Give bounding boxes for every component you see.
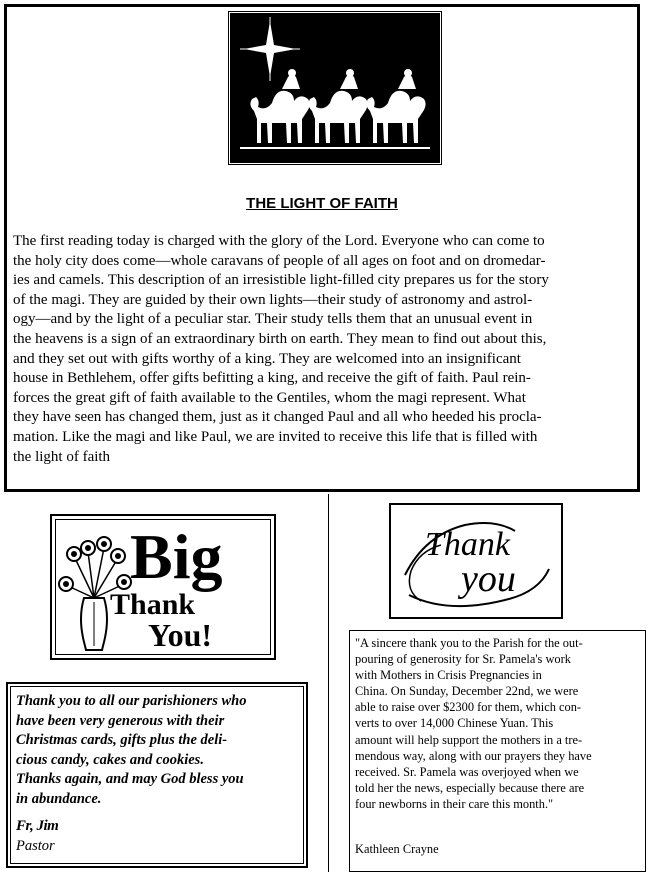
- pastor-role: Pastor: [16, 838, 55, 854]
- pastor-thank-you-note: [6, 682, 308, 868]
- quote-author: Kathleen Crayne: [355, 842, 439, 856]
- article-title: THE LIGHT OF FAITH: [246, 195, 398, 212]
- article-line: the light of faith: [13, 448, 111, 465]
- quote-line: able to raise over $2300 for them, which con-: [355, 700, 582, 715]
- quote-line: received. Sr. Pamela was overjoyed when we: [355, 764, 579, 779]
- thank-script: Thank: [425, 526, 510, 563]
- quote-text: [355, 635, 643, 812]
- three-magi-star-illustration: [230, 13, 440, 163]
- pastor-note-line: in abundance.: [16, 790, 102, 807]
- article-line: ogy—and by the light of a peculiar star. Their study tells them that an unusual event in: [13, 311, 533, 328]
- quote-line: amount will help support the mothers in a tre-: [355, 732, 583, 747]
- pastor-note-line: cious candy, cakes and cookies.: [16, 751, 204, 768]
- pastor-note-line: Christmas cards, gifts plus the deli-: [16, 732, 228, 748]
- pastor-signature: Fr, Jim: [16, 818, 59, 834]
- pastor-note-line: Thank you to all our parishioners who: [16, 693, 247, 709]
- article-line: house in Bethlehem, offer gifts befitting a king, and receive the gift of faith. Paul rein-: [13, 370, 531, 387]
- pastor-note-text: [16, 692, 300, 809]
- big-thank-you-illustration: [50, 514, 276, 660]
- quote-line: pouring of generosity for Sr. Pamela's work: [355, 652, 571, 667]
- pastor-note-line: have been very generous with their: [16, 712, 225, 729]
- column-divider: [328, 494, 329, 872]
- quote-line: "A sincere thank you to the Parish for the out-: [355, 636, 583, 650]
- article-line: ies and camels. This description of an irresistible light-filled city prepares us for the story: [13, 272, 549, 289]
- thank-you-script-illustration: [389, 503, 563, 619]
- thank-word: Thank: [110, 588, 196, 621]
- article-line: the holy city does come—whole caravans of people of all ages on foot and on dromedar-: [13, 252, 546, 269]
- big-word: Big: [130, 521, 223, 592]
- article-line: the heavens is a sign of an extraordinary birth on earth. They mean to find out about this,: [13, 330, 547, 347]
- article-line: and they set out with gifts worthy of a king. They are welcomed into an insignificant: [13, 350, 521, 367]
- you-script: you: [461, 558, 516, 600]
- pastor-note-line: Thanks again, and may God bless you: [16, 771, 244, 787]
- article-line: of the magi. They are guided by their own lights—their study of astronomy and astrol-: [13, 291, 533, 308]
- quote-line: mendous way, along with our prayers they have: [355, 748, 592, 763]
- article-line: mation. Like the magi and like Paul, we are invited to receive this life that is filled with: [13, 428, 538, 445]
- quote-line: verts to over 14,000 Chinese Yuan. This: [355, 716, 554, 731]
- article-line: The first reading today is charged with the glory of the Lord. Everyone who can come to: [13, 233, 545, 249]
- donation-thank-you-quote: [349, 630, 646, 872]
- quote-line: four newborns in their care this month.": [355, 796, 554, 811]
- quote-line: told her the news, especially because there are: [355, 780, 585, 795]
- article-line: forces the great gift of faith available to the Gentiles, whom the magi represent. What: [13, 389, 526, 406]
- magi-camels-icon: [232, 15, 438, 161]
- quote-line: China. On Sunday, December 22nd, we were: [355, 684, 579, 699]
- article-body: [13, 232, 631, 467]
- quote-line: with Mothers in Crisis Pregnancies in: [355, 668, 542, 683]
- article-line: they have seen has changed them, just as it changed Paul and all who heeded his procla-: [13, 409, 542, 426]
- you-word: You!: [148, 617, 213, 653]
- thank-you-calligraphy-icon: [391, 505, 561, 617]
- light-of-faith-article: [4, 4, 640, 492]
- flowers-vase-icon: [52, 516, 274, 658]
